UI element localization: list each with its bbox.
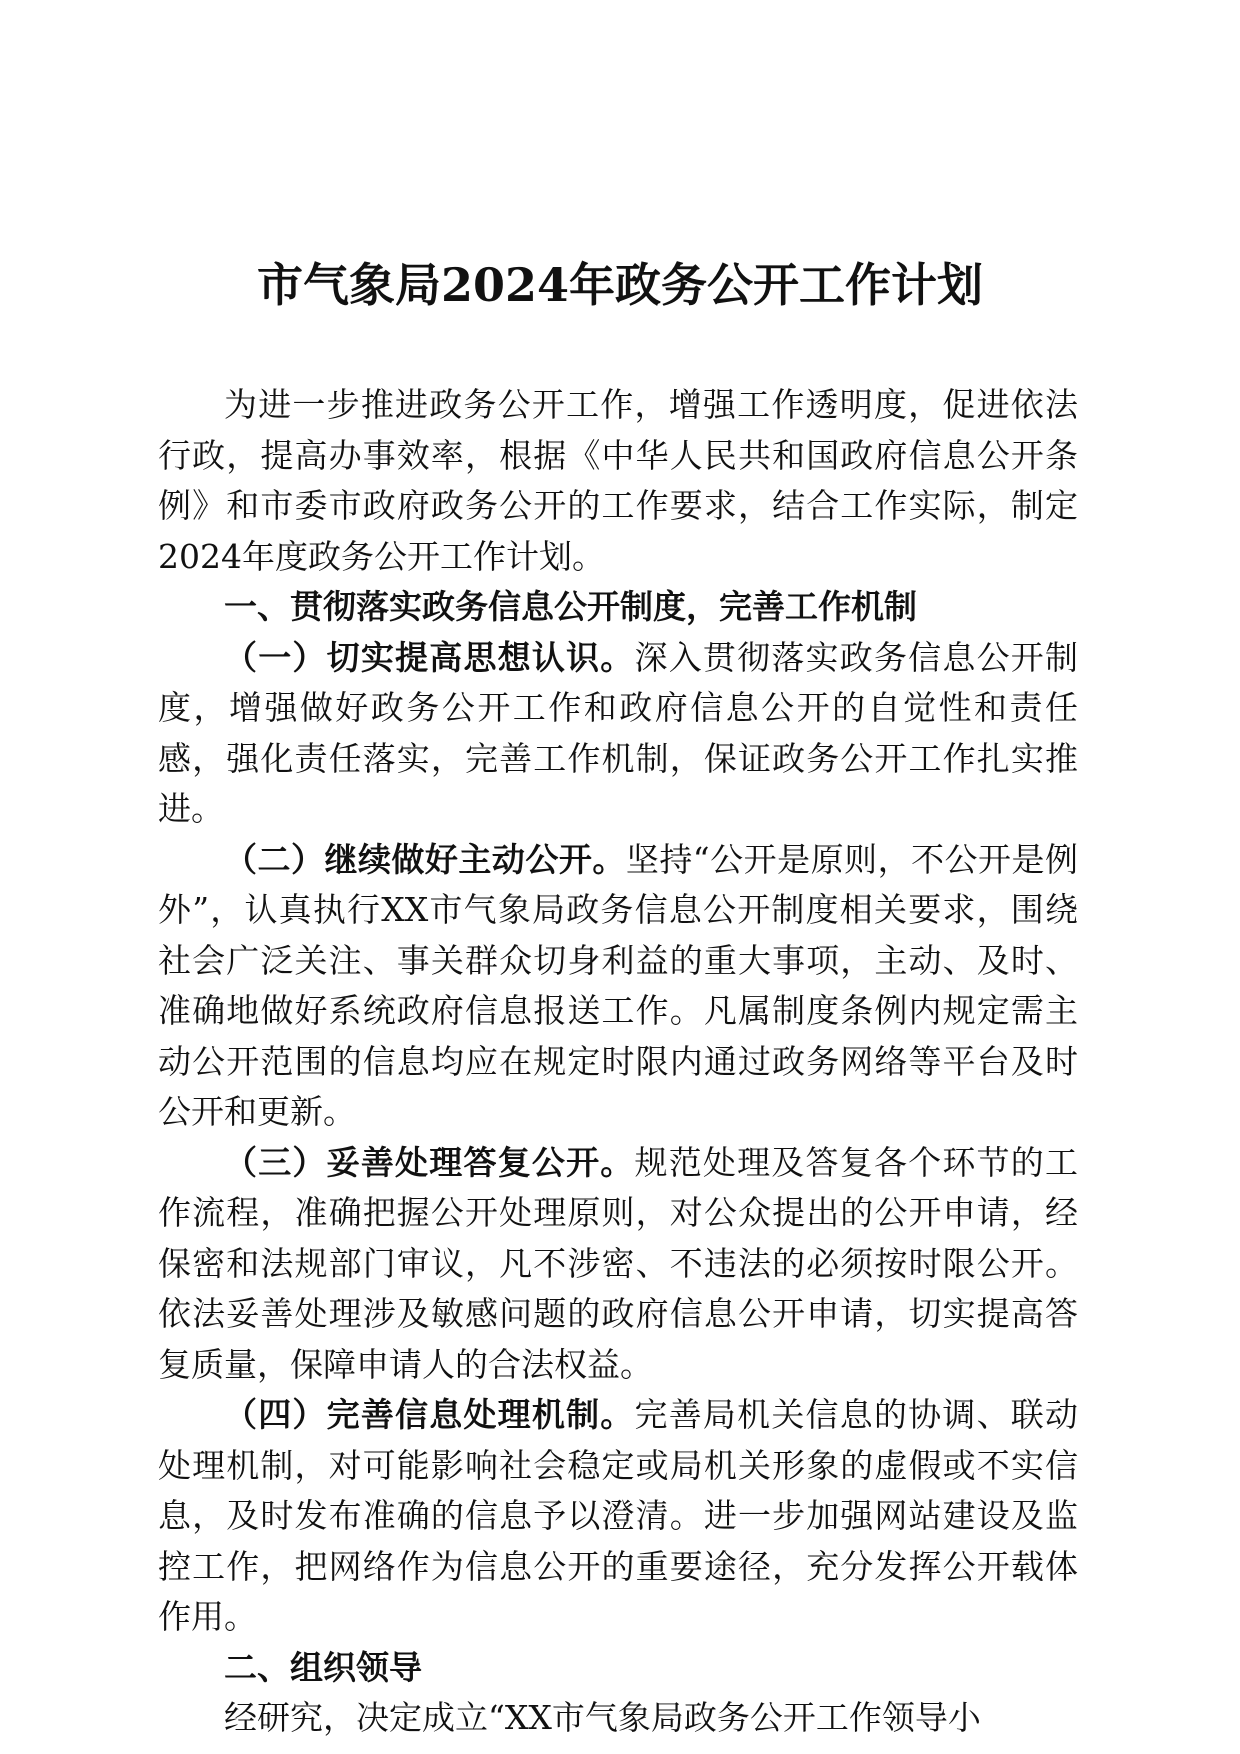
section-1-heading: 一、贯彻落实政务信息公开制度，完善工作机制 (224, 587, 917, 626)
section-1-item-2 (158, 835, 1078, 1138)
section-2-paragraph: 经研究，决定成立“XX市气象局政务公开工作领导小 (224, 1698, 981, 1737)
intro-paragraph: 为进一步推进政务公开工作，增强工作透明度，促进依法行政，提高办事效率，根据《中华人民共和国政府信息公开条例》和市委市政府政务公开的工作要求，结合工作实际，制定2024年度政务公开工作计划。 (158, 385, 1078, 576)
item-4-subheading: （四）完善信息处理机制。 (224, 1395, 635, 1434)
item-1-text: 深入贯彻落实政务信息公开制度，增强做好政务公开工作和政府信息公开的自觉性和责任感，强化责任落实，完善工作机制，保证政务公开工作扎实推进。 (158, 637, 1079, 828)
item-2-subheading: （二）继续做好主动公开。 (224, 839, 626, 879)
item-3-subheading: （三）妥善处理答复公开。 (224, 1142, 635, 1182)
document-title: 市气象局2024年政务公开工作计划 (256, 258, 984, 312)
section-1-item-4 (158, 1390, 1078, 1643)
section-1-item-1 (158, 633, 1078, 835)
document-body (158, 380, 1078, 1744)
item-3-text: 规范处理及答复各个环节的工作流程，准确把握公开处理原则，对公众提出的公开申请，经保密和法规部门审议，凡不涉密、不违法的必须按时限公开。依法妥善处理涉及敏感问题的政府信息公开申请，切实提高答复质量，保障申请人的合法权益。 (158, 1142, 1079, 1384)
item-1-subheading: （一）切实提高思想认识。 (224, 637, 635, 677)
section-2-heading: 二、组织领导 (224, 1647, 422, 1687)
item-2-text: 坚持“公开是原则，不公开是例外”，认真执行XX市气象局政务信息公开制度相关要求，围绕社会广泛关注、事关群众切身利益的重大事项，主动、及时、准确地做好系统政府信息报送工作。凡属制度条例内规定需主动公开范围的信息均应在规定时限内通过政务网络等平台及时公开和更新。 (158, 839, 1079, 1131)
section-1-item-3 (158, 1138, 1078, 1391)
item-4-text: 完善局机关信息的协调、联动处理机制，对可能影响社会稳定或局机关形象的虚假或不实信息，及时发布准确的信息予以澄清。进一步加强网站建设及监控工作，把网络作为信息公开的重要途径，充分发挥公开载体作用。 (158, 1395, 1079, 1636)
